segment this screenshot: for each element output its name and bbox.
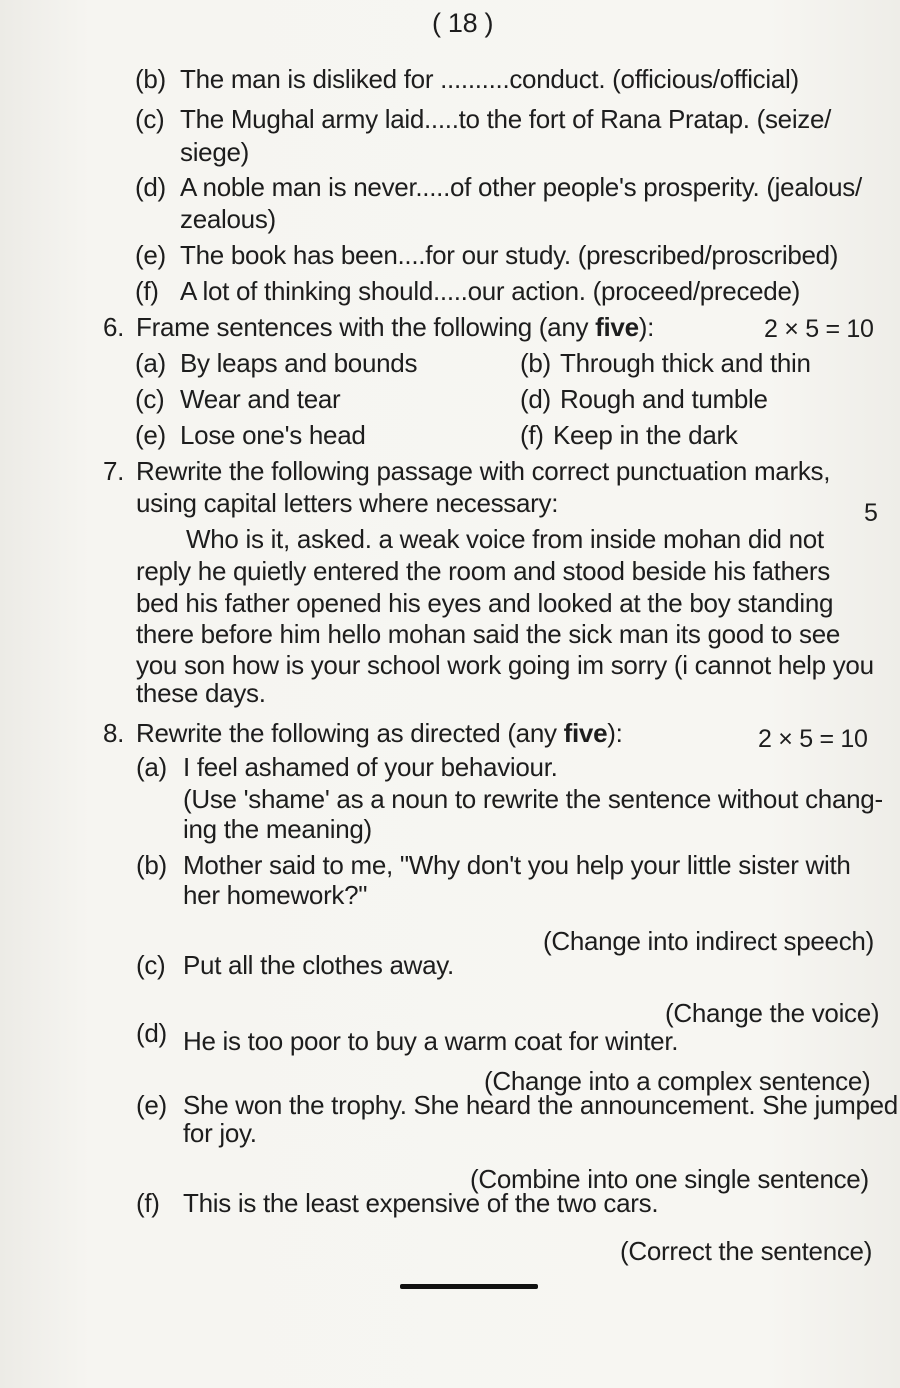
q6-number: 6. [103, 312, 125, 342]
q8-number: 8. [103, 718, 125, 748]
q8-e-cont: for joy. [183, 1118, 257, 1148]
q6-prompt: Frame sentences with the following (any five): [136, 312, 655, 342]
q8-b-direction: (Change into indirect speech) [543, 926, 874, 956]
q8-e-direction: (Combine into one single sentence) [470, 1164, 869, 1194]
q6-d-label: (d) [520, 384, 551, 414]
q6-c-label: (c) [135, 384, 165, 414]
q7-marks: 5 [864, 499, 878, 527]
q5-c-cont: siege) [180, 137, 250, 167]
q8-e-label: (e) [136, 1090, 167, 1120]
q8-prompt: Rewrite the following as directed (any five): [136, 718, 623, 748]
q6-e-text: Lose one's head [180, 420, 366, 450]
q5-b-label: (b) [135, 64, 166, 94]
q6-f-text: Keep in the dark [553, 420, 738, 450]
end-rule [400, 1284, 538, 1289]
q8-b-cont: her homework?" [183, 880, 368, 910]
q6-b-label: (b) [520, 348, 551, 378]
q8-c-text: Put all the clothes away. [183, 950, 454, 980]
page-number: ( 18 ) [432, 8, 494, 38]
q8-c-label: (c) [136, 950, 166, 980]
q5-d-label: (d) [135, 172, 166, 202]
q7-prompt-line2: using capital letters where necessary: [136, 488, 559, 518]
q6-c-text: Wear and tear [180, 384, 341, 414]
q6-f-label: (f) [520, 420, 544, 450]
q7-passage-line5: you son how is your school work going im sorry (i cannot help you [136, 650, 874, 680]
q7-number: 7. [103, 456, 125, 486]
q8-d-label: (d) [136, 1018, 167, 1048]
q6-a-label: (a) [135, 348, 166, 378]
q5-d-text: A noble man is never.....of other people's prosperity. (jealous/ [180, 172, 862, 202]
q5-c-label: (c) [135, 104, 165, 134]
q8-f-label: (f) [136, 1188, 160, 1218]
q5-b-text: The man is disliked for ..........conduct. (officious/official) [180, 64, 799, 94]
q7-passage-line4: there before him hello mohan said the sick man its good to see [136, 619, 841, 649]
q6-marks: 2 × 5 = 10 [764, 315, 874, 343]
q7-passage-line6: these days. [136, 678, 266, 708]
q8-b-label: (b) [136, 850, 167, 880]
q8-e-text: She won the trophy. She heard the announcement. She jumped [183, 1090, 898, 1120]
q5-c-text: The Mughal army laid.....to the fort of Rana Pratap. (seize/ [180, 104, 832, 134]
q8-d-text: He is too poor to buy a warm coat for winter. [183, 1026, 679, 1056]
q8-a-note2: ing the meaning) [183, 814, 372, 844]
q5-e-label: (e) [135, 240, 166, 270]
q7-prompt-line1: Rewrite the following passage with correct punctuation marks, [136, 456, 831, 486]
q5-f-label: (f) [135, 276, 159, 306]
q7-passage-line1: Who is it, asked. a weak voice from inside mohan did not [186, 524, 824, 554]
q8-marks: 2 × 5 = 10 [758, 725, 868, 753]
q6-a-text: By leaps and bounds [180, 348, 418, 378]
q8-b-text: Mother said to me, "Why don't you help your little sister with [183, 850, 851, 880]
q8-a-note1: (Use 'shame' as a noun to rewrite the sentence without chang- [183, 784, 883, 814]
q8-f-direction: (Correct the sentence) [620, 1236, 873, 1266]
q8-a-text: I feel ashamed of your behaviour. [183, 752, 558, 782]
q8-c-direction: (Change the voice) [665, 998, 880, 1028]
q5-e-text: The book has been....for our study. (prescribed/proscribed) [180, 240, 839, 270]
q8-f-text: This is the least expensive of the two cars. [183, 1188, 659, 1218]
q5-f-text: A lot of thinking should.....our action. (proceed/precede) [180, 276, 800, 306]
q6-d-text: Rough and tumble [560, 384, 768, 414]
q7-passage-line3: bed his father opened his eyes and looked at the boy standing [136, 588, 834, 618]
q5-d-cont: zealous) [180, 204, 276, 234]
q8-d-direction: (Change into a complex sentence) [484, 1066, 871, 1096]
q7-passage-line2: reply he quietly entered the room and stood beside his fathers [136, 556, 830, 586]
q6-e-label: (e) [135, 420, 166, 450]
q8-a-label: (a) [136, 752, 167, 782]
q6-b-text: Through thick and thin [560, 348, 811, 378]
